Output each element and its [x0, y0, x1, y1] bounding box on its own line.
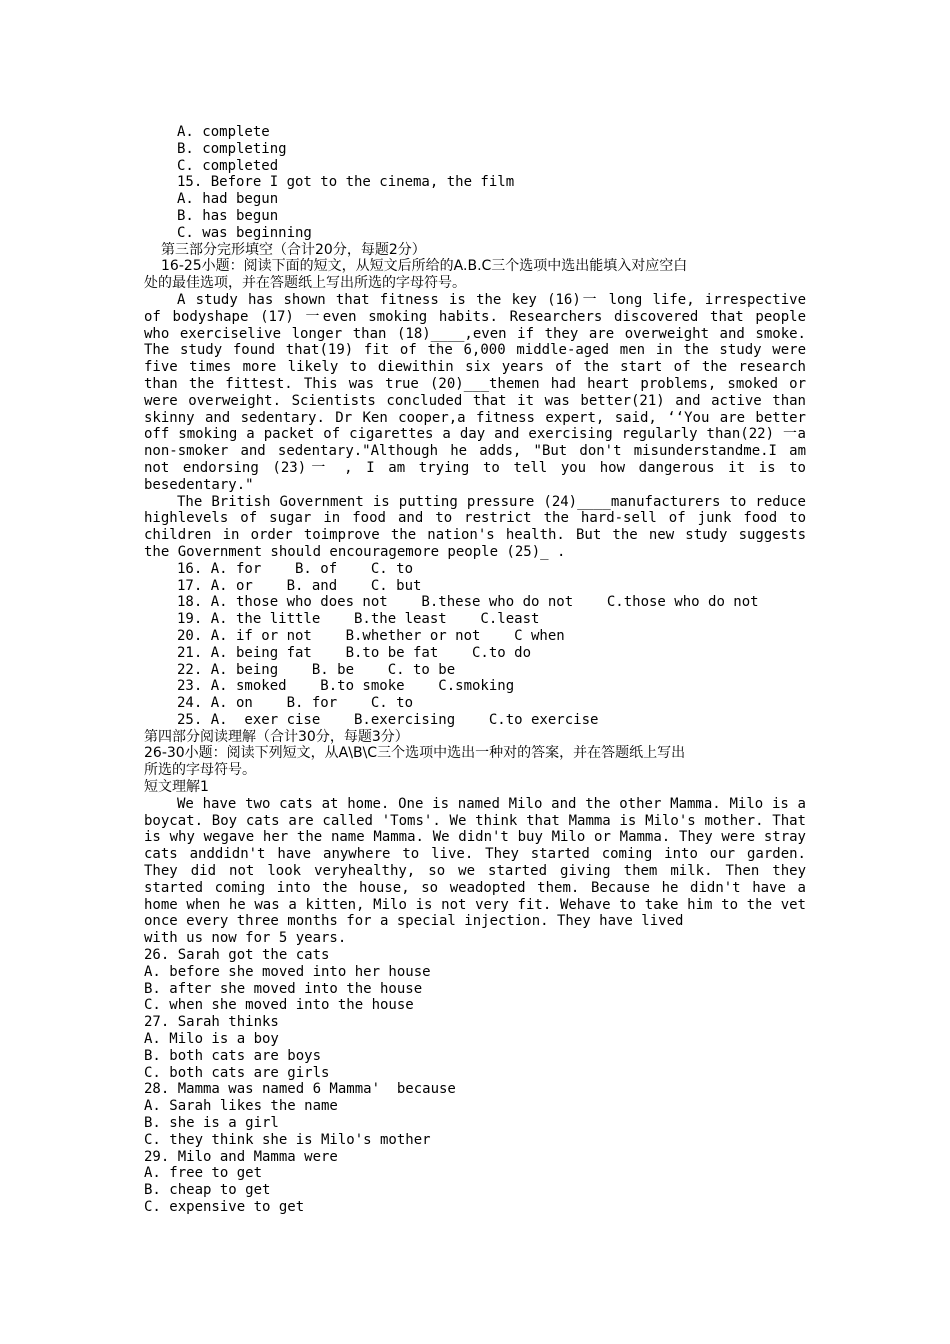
part3-instruction-line1: 16-25小题：阅读下面的短文，从短文后所给的A.B.C三个选项中选出能填入对应空白 [161, 258, 688, 275]
cloze-options-19: 19. A. the little B.the least C.least [177, 611, 540, 628]
q15-option-c: C. was beginning [177, 224, 312, 241]
part4-instruction-line1: 26-30小题：阅读下列短文，从A\B\C三个选项中选出一种对的答案，并在答题纸上写出 [144, 745, 686, 762]
q26-option-c: C. when she moved into the house [144, 997, 414, 1014]
reading-passage-text: We have two cats at home. One is named Milo and the other Mamma. Milo is a boycat. Boy cats are called 'Toms'. We think that Mamma is Milo's mother. That is why wegave her the name Mamma. We didn't buy Milo or Mamma. They were stray cats anddidn't have anywhere to live. They started coming into our garden. They did not look veryhealthy, so we started giving them milk. Then they started coming into the house, so weadopted them. Because he didn't have a home when he was a kitten, Milo is not very fit. Wehave to take him to the vet once every three months for a special injection. They have lived [144, 795, 806, 930]
cloze-options-24: 24. A. on B. for C. to [177, 695, 414, 712]
part4-instruction-line2: 所选的字母符号。 [144, 762, 256, 779]
q29-stem: 29. Milo and Mamma were [144, 1148, 338, 1165]
q15-option-a: A. had begun [177, 191, 279, 208]
cloze-options-17: 17. A. or B. and C. but [177, 577, 422, 594]
q28-option-c: C. they think she is Milo's mother [144, 1131, 431, 1148]
q26-option-b: B. after she moved into the house [144, 980, 423, 997]
q29-option-c: C. expensive to get [144, 1199, 305, 1215]
document-page [144, 124, 806, 1216]
cloze-options-16: 16. A. for B. of C. to [177, 560, 414, 577]
q15-stem: 15. Before I got to the cinema, the film [177, 174, 515, 191]
part3-title: 第三部分完形填空（合计20分，每题2分） [161, 241, 426, 258]
q14-option-a: A. complete [177, 124, 270, 140]
q26-stem: 26. Sarah got the cats [144, 947, 330, 964]
q14-option-b: B. completing [177, 140, 287, 157]
q28-stem: 28. Mamma was named 6 Mamma' because [144, 1081, 456, 1098]
q27-option-b: B. both cats are boys [144, 1047, 322, 1064]
q29-option-b: B. cheap to get [144, 1182, 271, 1199]
cloze-options-20: 20. A. if or not B.whether or not C when [177, 627, 565, 644]
q27-stem: 27. Sarah thinks [144, 1014, 279, 1031]
reading-section-title: 短文理解1 [144, 779, 209, 796]
cloze-options-23: 23. A. smoked B.to smoke C.smoking [177, 678, 515, 695]
cloze-options-25: 25. A. exer cise B.exercising C.to exercise [177, 711, 599, 728]
q28-option-a: A. Sarah likes the name [144, 1098, 338, 1115]
cloze-options-18: 18. A. those who does not B.these who do not C.those who do not [177, 594, 759, 611]
cloze-passage-text-1: A study has shown that fitness is the key (16)一 long life, irrespective of bodyshape (17) 一even smoking habits. Researchers discovered that people who exerciselive longer than (18)____,even if they are overweight and smoke. The study found that(19) fit of the 6,000 middle-aged men in the study were five times more likely to diewithin six years of the start of the research than the fittest. This was true (20)___themen had heart problems, smoked or were overweight. Scientists concluded that it was better(21) and active than skinny and sedentary. Dr Ken cooper,a fitness expert, said, ‘‘You are better off smoking a packet of cigarettes a day and exercising regularly than(22) 一a non-smoker and sedentary."Although he adds, "But don't misunderstandme.I am not endorsing (23)一 , I am trying to tell you how dangerous it is to besedentary." [144, 291, 806, 493]
reading-passage [144, 796, 806, 930]
cloze-options-22: 22. A. being B. be C. to be [177, 661, 456, 678]
q27-option-c: C. both cats are girls [144, 1064, 330, 1081]
q28-option-b: B. she is a girl [144, 1115, 279, 1132]
cloze-options-21: 21. A. being fat B.to be fat C.to do [177, 644, 532, 661]
part3-instruction-line2: 处的最佳选项，并在答题纸上写出所选的字母符号。 [144, 275, 466, 292]
q14-option-c: C. completed [177, 157, 279, 174]
q15-option-b: B. has begun [177, 207, 279, 224]
q29-option-a: A. free to get [144, 1165, 263, 1182]
reading-passage-end: with us now for 5 years. [144, 930, 347, 947]
cloze-passage-paragraph-1 [144, 292, 806, 494]
q26-option-a: A. before she moved into her house [144, 963, 431, 980]
q27-option-a: A. Milo is a boy [144, 1031, 279, 1048]
part4-title: 第四部分阅读理解（合计30分，每题3分） [144, 728, 409, 745]
cloze-passage-text-2: The British Government is putting pressure (24)____manufacturers to reduce highlevels of sugar in food and to restrict the hard-sell of junk food to children in order toimprove the nation's health. But the new study suggests the Government should encouragemore people (25)_ . [144, 493, 806, 560]
cloze-passage-paragraph-2 [144, 494, 806, 561]
